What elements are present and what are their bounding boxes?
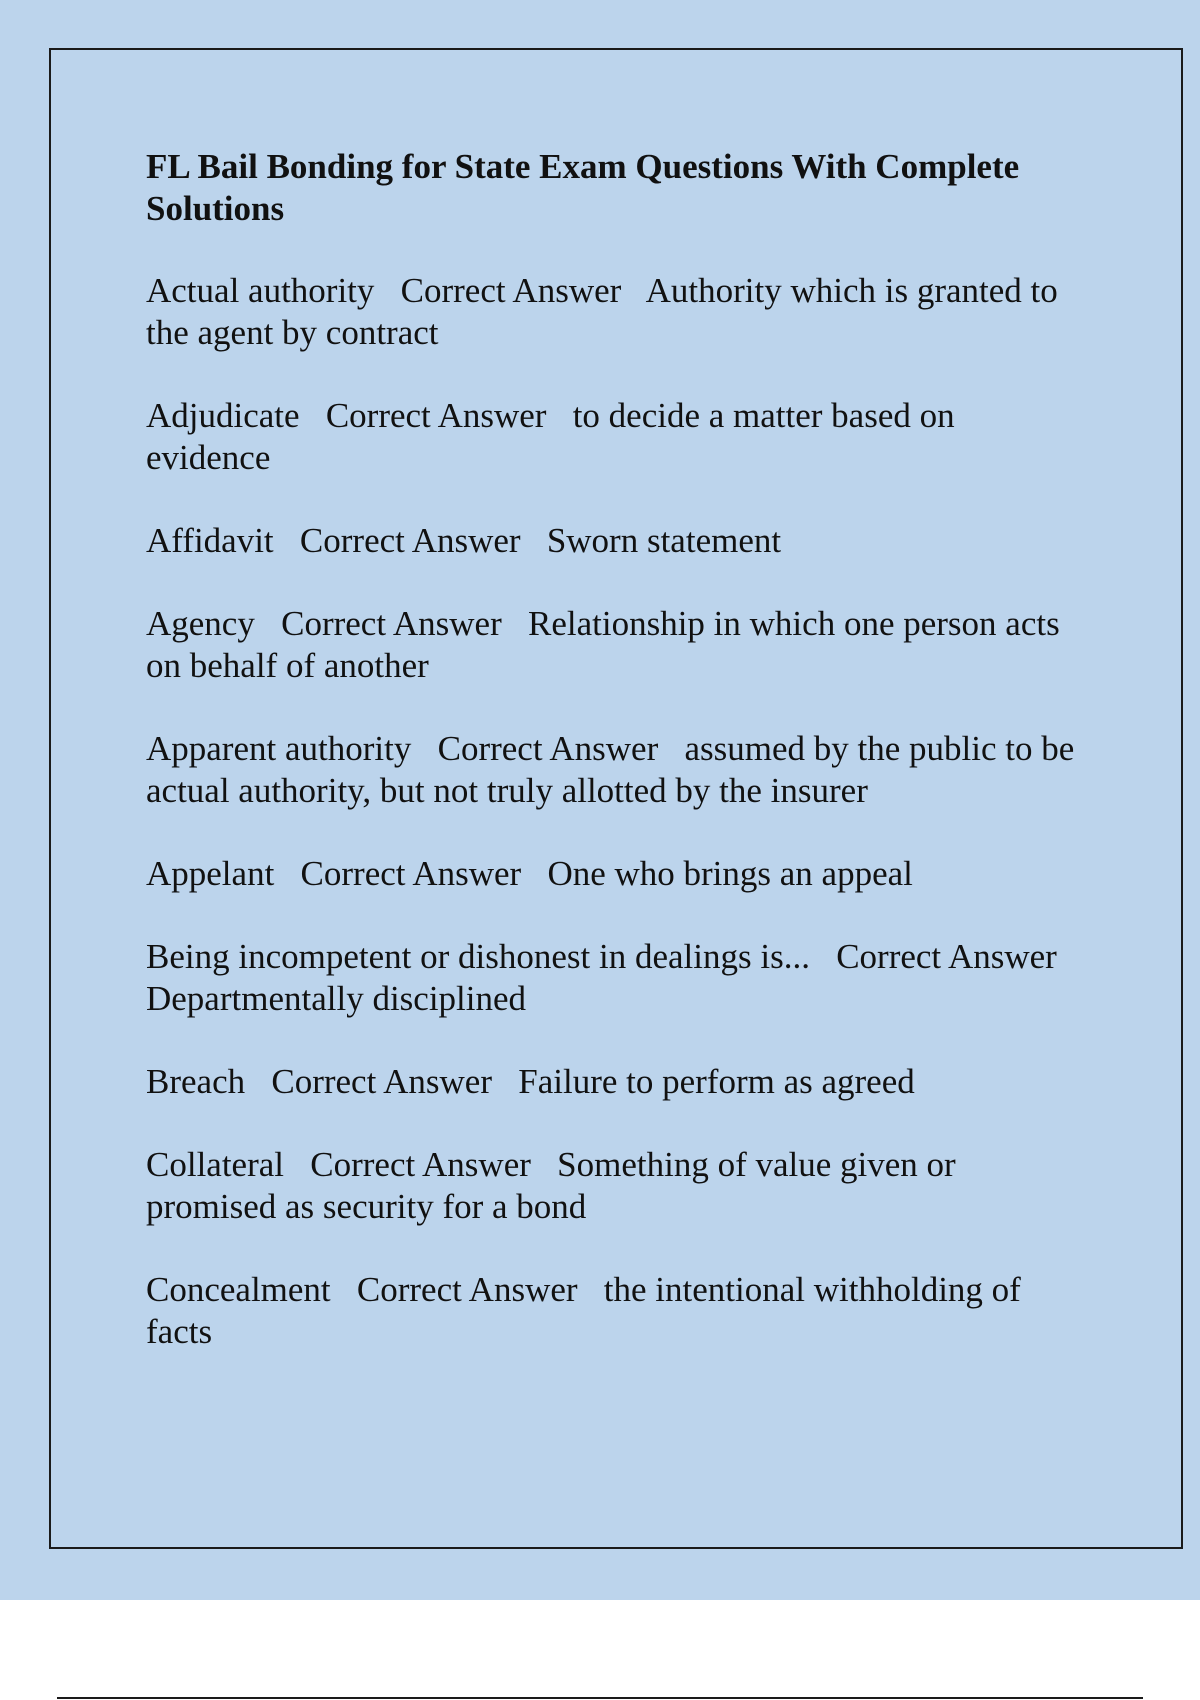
qa-entry: [146, 728, 1086, 812]
entry-term: Breach: [146, 1062, 246, 1101]
entry-answer: Sworn statement: [546, 521, 782, 560]
qa-entry: [146, 395, 1086, 479]
document-content: [146, 146, 1086, 1394]
entry-separator: Correct Answer: [284, 1145, 558, 1184]
entry-separator: Correct Answer: [374, 271, 646, 310]
entry-answer: to decide a matter based on evidence: [146, 396, 964, 477]
entry-answer: Something of value given or promised as security for a bond: [146, 1145, 965, 1226]
document-title: FL Bail Bonding for State Exam Questions With Complete Solutions: [146, 147, 1020, 228]
qa-entry: [146, 270, 1086, 354]
entry-term: Agency: [146, 604, 255, 643]
entry-answer: assumed by the public to be actual authority, but not truly allotted by the insurer: [146, 729, 1084, 810]
qa-entry: [146, 603, 1086, 687]
qa-entry: [146, 1061, 1086, 1103]
bottom-rule: [57, 1697, 1143, 1699]
entry-term: Concealment: [146, 1270, 331, 1309]
qa-entry: [146, 520, 1086, 562]
entry-answer: the intentional withholding of facts: [146, 1270, 1030, 1351]
entry-term: Being incompetent or dishonest in dealings is...: [146, 937, 810, 976]
qa-entry: [146, 1269, 1086, 1353]
entry-separator: Correct Answer: [254, 604, 528, 643]
entry-separator: Correct Answer: [245, 1062, 519, 1101]
entry-separator: Correct Answer: [273, 521, 547, 560]
entry-term: Collateral: [146, 1145, 285, 1184]
entry-answer: Relationship in which one person acts on behalf of another: [146, 604, 1069, 685]
entry-answer: Departmentally disciplined: [146, 979, 527, 1018]
entry-separator: Correct Answer: [299, 396, 573, 435]
entry-term: Apparent authority: [146, 729, 412, 768]
entry-term: Affidavit: [146, 521, 274, 560]
qa-entry: [146, 936, 1086, 1020]
entry-answer: Failure to perform as agreed: [518, 1062, 915, 1101]
entry-term: Adjudicate: [146, 396, 300, 435]
entry-separator: Correct Answer: [411, 729, 685, 768]
entry-separator: Correct Answer: [330, 1270, 604, 1309]
entry-term: Actual authority: [146, 271, 375, 310]
entry-answer: Authority which is granted to the agent by contract: [146, 271, 1067, 352]
entry-separator: Correct Answer: [809, 937, 1084, 976]
entry-term: Appelant: [146, 854, 275, 893]
qa-entry: [146, 1144, 1086, 1228]
entry-answer: One who brings an appeal: [547, 854, 913, 893]
entry-separator: Correct Answer: [274, 854, 548, 893]
qa-entry: [146, 853, 1086, 895]
